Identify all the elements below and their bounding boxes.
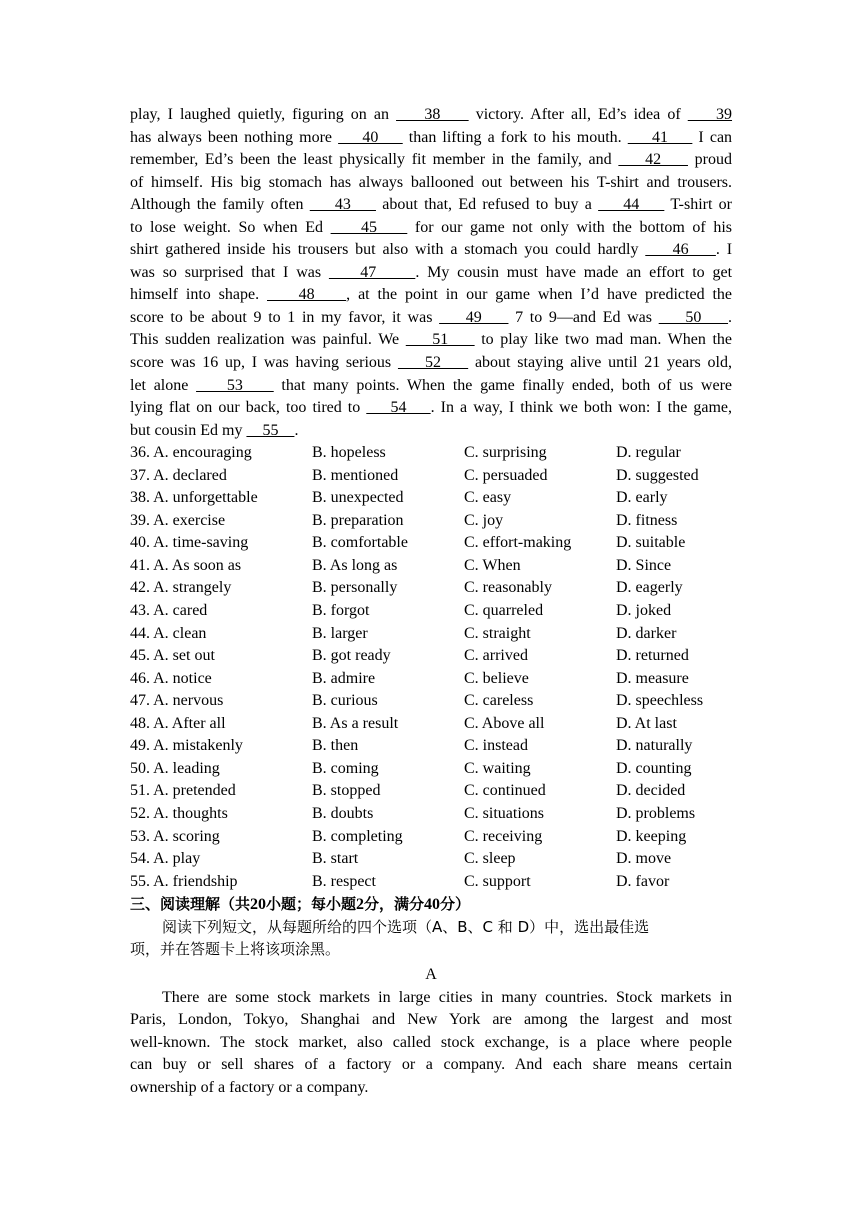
cloze-passage (130, 104, 732, 442)
option-d: D. Since (616, 556, 672, 574)
option-c: C. joy (464, 511, 504, 529)
option-d: D. suggested (616, 466, 699, 484)
option-d: D. At last (616, 714, 677, 732)
option-c: C. quarreled (464, 602, 544, 620)
option-d: D. eagerly (616, 579, 683, 597)
option-b: B. completing (312, 827, 403, 845)
option-c: C. persuaded (464, 466, 548, 484)
blank-39: 39 (687, 106, 733, 123)
option-a: 42. A. strangely (130, 579, 232, 597)
option-a: 50. A. leading (130, 759, 220, 777)
option-b: B. admire (312, 669, 376, 687)
option-c: C. When (464, 556, 521, 574)
passage-line: score was 16 up, I was having serious 52 about staying alive until 21 years old, (130, 354, 733, 372)
option-a: 47. A. nervous (130, 692, 224, 710)
option-d: D. favor (616, 872, 670, 890)
option-c: C. effort-making (464, 534, 572, 552)
blank-43: 43 (309, 196, 376, 214)
passage-line: to lose weight. So when Ed 45 for our game not only with the bottom of his (130, 218, 733, 236)
passage-a-line: can buy or sell shares of a factory or a company. And each share means certain (130, 1056, 732, 1074)
option-b: B. forgot (312, 602, 370, 620)
option-a: 55. A. friendship (130, 872, 238, 890)
option-b: B. mentioned (312, 466, 399, 484)
option-d: D. returned (616, 647, 689, 665)
blank-50: 50 (658, 308, 729, 326)
blank-44: 44 (598, 196, 665, 214)
option-a: 44. A. clean (130, 624, 207, 642)
option-a: 38. A. unforgettable (130, 489, 258, 507)
option-c: C. believe (464, 669, 529, 687)
options-list (130, 442, 732, 893)
option-row (130, 600, 732, 623)
option-a: 45. A. set out (130, 647, 215, 665)
option-b: B. curious (312, 692, 378, 710)
blank-38: 38 (396, 106, 469, 123)
option-c: C. continued (464, 782, 546, 800)
option-row (130, 645, 732, 668)
option-c: C. easy (464, 489, 512, 507)
option-c: C. reasonably (464, 579, 552, 597)
passage-line: has always been nothing more 40 than lifting a fork to his mouth. 41 I can (130, 128, 733, 146)
option-row (130, 713, 732, 736)
option-row (130, 803, 732, 826)
option-d: D. suitable (616, 534, 686, 552)
passage-line: but cousin Ed my 55 . (130, 421, 299, 439)
section-instruction: 阅读下列短文，从每题所给的四个选项（A、B、C 和 D）中，选出最佳选 项，并在答题卡上将该项涂黑。 (130, 917, 650, 959)
option-c: C. sleep (464, 850, 516, 868)
option-d: D. darker (616, 624, 677, 642)
option-b: B. hopeless (312, 444, 386, 462)
blank-54: 54 (366, 399, 431, 417)
option-b: B. coming (312, 759, 379, 777)
option-a: 48. A. After all (130, 714, 226, 732)
option-b: B. unexpected (312, 489, 404, 507)
option-b: B. personally (312, 579, 398, 597)
option-d: D. move (616, 850, 672, 868)
option-row (130, 555, 732, 578)
option-row (130, 532, 732, 555)
passage-line: was so surprised that I was 47 . My cousin must have made an effort to get (130, 263, 733, 281)
option-c: C. straight (464, 624, 531, 642)
option-c: C. support (464, 872, 531, 890)
option-b: B. larger (312, 624, 368, 642)
blank-40: 40 (338, 128, 403, 146)
passage-a-line: Paris, London, Tokyo, Shanghai and New York are among the largest and most (130, 1011, 732, 1029)
passage-a-line: There are some stock markets in large cities in many countries. Stock markets in (162, 988, 732, 1006)
passage-line: himself into shape. 48 , at the point in our game when I’d have predicted the (130, 286, 733, 304)
option-b: B. respect (312, 872, 376, 890)
option-b: B. As a result (312, 714, 399, 732)
option-row (130, 735, 732, 758)
option-c: C. surprising (464, 444, 547, 462)
option-d: D. keeping (616, 827, 687, 845)
option-b: B. As long as (312, 556, 398, 574)
blank-41: 41 (627, 128, 693, 146)
option-b: B. got ready (312, 647, 391, 665)
option-a: 43. A. cared (130, 602, 208, 620)
blank-42: 42 (618, 151, 688, 169)
passage-line: remember, Ed’s been the least physically fit member in the family, and 42 proud (130, 151, 733, 169)
option-d: D. regular (616, 444, 681, 462)
option-b: B. start (312, 850, 359, 868)
option-row (130, 623, 732, 646)
blank-45: 45 (330, 218, 408, 236)
option-d: D. joked (616, 602, 672, 620)
blank-47: 47 (328, 263, 416, 281)
passage-line: score to be about 9 to 1 in my favor, it was 49 7 to 9—and Ed was 50 . (130, 308, 733, 326)
option-row (130, 848, 732, 871)
option-a: 54. A. play (130, 850, 201, 868)
passage-line: lying flat on our back, too tired to 54 . In a way, I think we both won: I the game, (130, 399, 733, 417)
section-title: 三、阅读理解（共20小题；每小题2分，满分40分） (130, 895, 471, 914)
option-c: C. receiving (464, 827, 543, 845)
option-row (130, 826, 732, 849)
blank-53: 53 (196, 376, 274, 394)
blank-46: 46 (645, 241, 716, 259)
option-a: 37. A. declared (130, 466, 227, 484)
option-c: C. waiting (464, 759, 531, 777)
passage-line: play, I laughed quietly, figuring on an 38 victory. After all, Ed’s idea of 39 (130, 106, 733, 123)
passage-line: let alone 53 that many points. When the game finally ended, both of us were (130, 376, 733, 394)
option-row (130, 668, 732, 691)
option-row (130, 780, 732, 803)
option-b: B. preparation (312, 511, 404, 529)
option-row (130, 465, 732, 488)
passage-line: Although the family often 43 about that, Ed refused to buy a 44 T-shirt or (130, 196, 733, 214)
option-a: 49. A. mistakenly (130, 737, 243, 755)
option-row (130, 442, 732, 465)
blank-51: 51 (405, 331, 475, 349)
exam-page (130, 104, 732, 1100)
option-d: D. speechless (616, 692, 704, 710)
passage-line: of himself. His big stomach has always ballooned out between his T-shirt and trousers. (130, 173, 732, 191)
passage-line: This sudden realization was painful. We 51 to play like two mad man. When the (130, 331, 733, 349)
option-row (130, 690, 732, 713)
option-b: B. comfortable (312, 534, 408, 552)
option-row (130, 871, 732, 894)
option-row (130, 758, 732, 781)
option-d: D. early (616, 489, 668, 507)
option-d: D. decided (616, 782, 686, 800)
option-d: D. problems (616, 804, 696, 822)
option-c: C. situations (464, 804, 545, 822)
option-a: 39. A. exercise (130, 511, 226, 529)
option-d: D. measure (616, 669, 689, 687)
option-b: B. stopped (312, 782, 381, 800)
option-a: 36. A. encouraging (130, 444, 252, 462)
option-row (130, 577, 732, 600)
option-row (130, 487, 732, 510)
option-c: C. arrived (464, 647, 528, 665)
blank-55: 55 (246, 421, 295, 439)
passage-a-line: well-known. The stock market, also called stock exchange, is a place where people (130, 1033, 732, 1051)
option-a: 53. A. scoring (130, 827, 220, 845)
option-a: 46. A. notice (130, 669, 212, 687)
passage-a-line: ownership of a factory or a company. (130, 1078, 369, 1096)
reading-passage-a (130, 987, 732, 1100)
option-b: B. then (312, 737, 359, 755)
option-row (130, 510, 732, 533)
option-c: C. Above all (464, 714, 545, 732)
option-d: D. fitness (616, 511, 678, 529)
option-c: C. instead (464, 737, 528, 755)
option-a: 52. A. thoughts (130, 804, 228, 822)
option-a: 51. A. pretended (130, 782, 236, 800)
passage-label: A (425, 965, 437, 983)
option-a: 41. A. As soon as (130, 556, 242, 574)
passage-line: shirt gathered inside his trousers but also with a stomach you could hardly 46 . I (130, 241, 733, 259)
blank-48: 48 (267, 286, 347, 304)
option-c: C. careless (464, 692, 534, 710)
option-a: 40. A. time-saving (130, 534, 249, 552)
blank-49: 49 (439, 308, 509, 326)
option-d: D. naturally (616, 737, 693, 755)
blank-52: 52 (397, 354, 469, 372)
option-b: B. doubts (312, 804, 374, 822)
option-d: D. counting (616, 759, 692, 777)
